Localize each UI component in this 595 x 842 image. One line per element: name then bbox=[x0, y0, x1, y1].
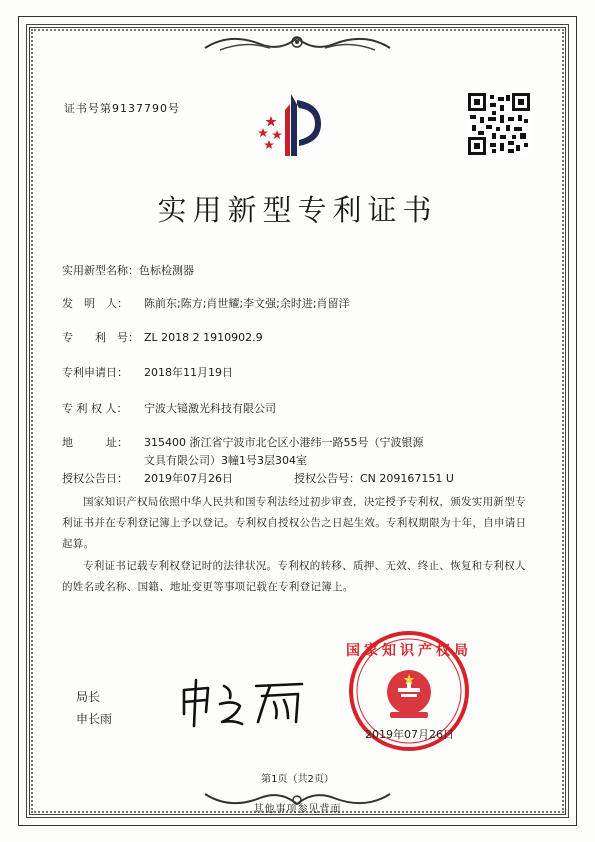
patentee-value: 宁波大镜激光科技有限公司 bbox=[144, 402, 276, 415]
grant-number-value: CN 209167151 U bbox=[360, 472, 454, 485]
inventor-value: 陈前东;陈方;肖世耀;李文强;余时进;肖留洋 bbox=[144, 297, 350, 310]
address-line-1: 315400 浙江省宁波市北仑区小港纬一路55号（宁波银源 bbox=[144, 436, 424, 449]
seal-date: 2019年07月26日 bbox=[365, 728, 454, 741]
top-ornament-icon bbox=[200, 30, 395, 56]
address-row-continued bbox=[144, 452, 307, 468]
patent-number-label: 专 利 号： bbox=[62, 331, 139, 344]
legal-status-paragraph: 专利证书记载专利权登记时的法律状况。专利权的转移、质押、无效、终止、恢复和专利权人的姓名或名称、国籍、地址变更等事项记载在专利登记簿上。 bbox=[62, 560, 526, 593]
grant-date-label: 授权公告日： bbox=[62, 472, 128, 485]
patent-number-value: ZL 2018 2 1910902.9 bbox=[144, 331, 263, 344]
utility-model-name-value: 色标检测器 bbox=[139, 264, 194, 277]
footer-note: 其他事项参见背面 bbox=[253, 804, 342, 815]
inventor-row bbox=[62, 295, 350, 311]
director-title: 局长 bbox=[76, 690, 101, 704]
patent-number-row bbox=[62, 329, 263, 345]
grant-date-value: 2019年07月26日 bbox=[144, 472, 233, 485]
patentee-label: 专 利 权 人： bbox=[62, 402, 128, 415]
grant-row bbox=[62, 470, 454, 486]
utility-model-name-label: 实用新型名称： bbox=[62, 264, 139, 277]
inventor-label: 发 明 人： bbox=[62, 297, 128, 310]
address-line-2: 文具有限公司）3幢1号3层304室 bbox=[144, 454, 307, 467]
filing-date-value: 2018年11月19日 bbox=[144, 366, 233, 379]
filing-date-label: 专利申请日： bbox=[62, 366, 128, 379]
director-block bbox=[76, 686, 112, 730]
filing-date-row bbox=[62, 364, 233, 380]
address-label: 地 址： bbox=[62, 436, 128, 449]
grant-statement-paragraph: 国家知识产权局依照中华人民共和国专利法经过初步审查，决定授予专利权，颁发实用新型专利证书并在专利登记簿上予以登记。专利权自授权公告之日起生效。专利权期限为十年，自申请日起算。 bbox=[62, 496, 527, 550]
patentee-row bbox=[62, 400, 276, 416]
director-name: 申长雨 bbox=[76, 712, 113, 726]
page-indicator: 第1页（共2页） bbox=[261, 774, 334, 785]
grant-number-label: 授权公告号： bbox=[294, 472, 360, 485]
handwritten-signature bbox=[178, 676, 308, 728]
utility-model-name-row bbox=[62, 262, 194, 278]
seal-text: 国家知识产权局 bbox=[346, 643, 472, 659]
certificate-number: 证书号第9137790号 bbox=[64, 102, 180, 115]
qr-code-icon bbox=[468, 93, 530, 155]
cnipa-logo-icon bbox=[255, 90, 335, 162]
address-row bbox=[62, 434, 423, 450]
page-title: 实用新型专利证书 bbox=[157, 193, 438, 227]
